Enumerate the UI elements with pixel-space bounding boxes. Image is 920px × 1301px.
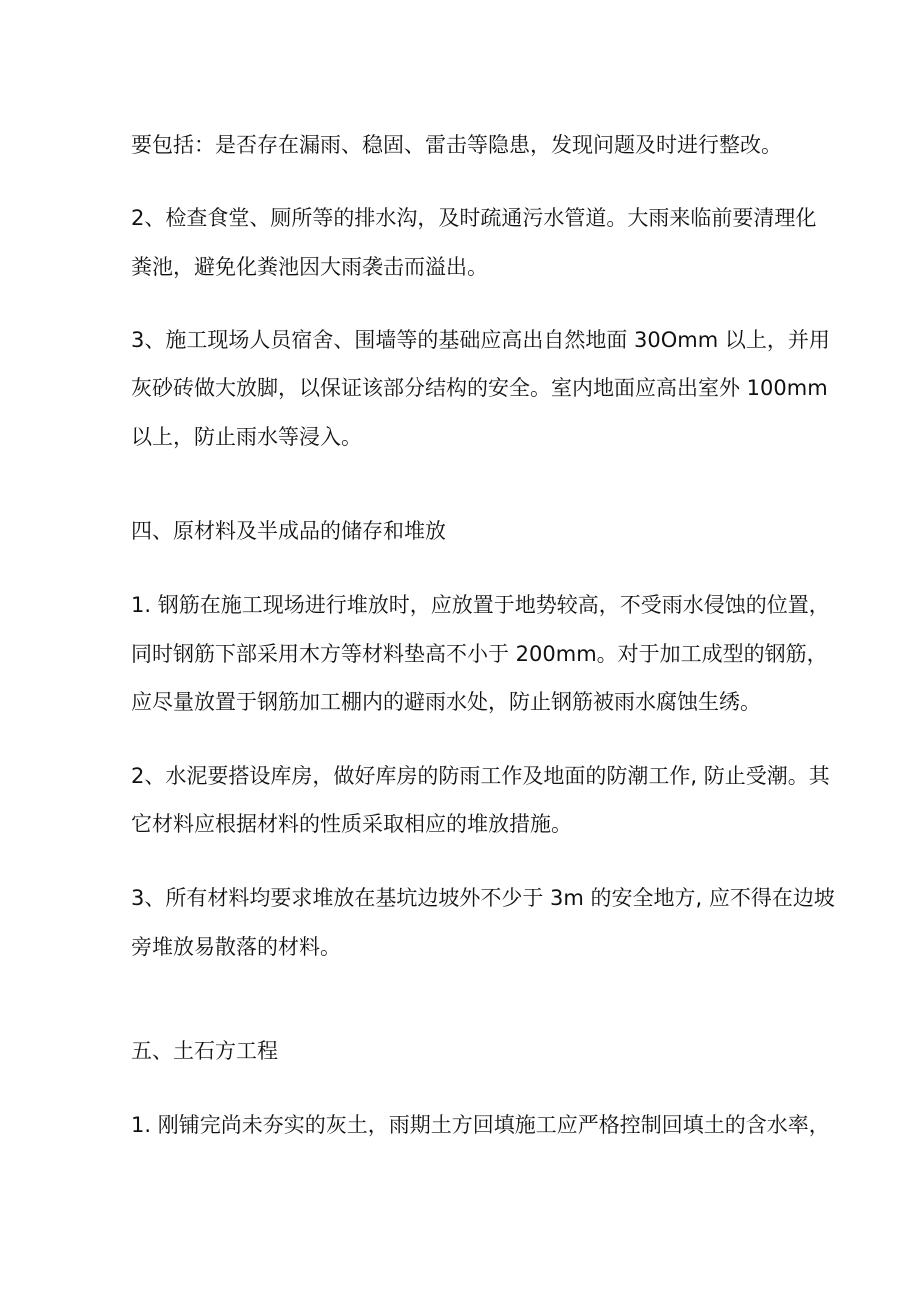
text-line: 1. 刚铺完尚未夯实的灰土，雨期土方回填施工应严格控制回填土的含水率， bbox=[131, 1113, 830, 1137]
text-line: 3、施工现场人员宿舍、围墙等的基础应高出自然地面 30Omm 以上，并用 bbox=[131, 328, 830, 352]
section-heading: 五、土石方工程 bbox=[131, 1039, 278, 1063]
text-line: 应尽量放置于钢筋加工棚内的避雨水处，防止钢筋被雨水腐蚀生绣。 bbox=[131, 690, 761, 714]
text-line: 要包括：是否存在漏雨、稳固、雷击等隐患，发现问题及时进行整改。 bbox=[131, 133, 782, 157]
text-line: 灰砂砖做大放脚，以保证该部分结构的安全。室内地面应高出室外 100mm bbox=[131, 376, 828, 400]
text-line: 粪池，避免化粪池因大雨袭击而溢出。 bbox=[131, 255, 488, 279]
text-line: 1. 钢筋在施工现场进行堆放时，应放置于地势较高，不受雨水侵蚀的位置， bbox=[131, 593, 830, 617]
text-line: 2、水泥要搭设库房，做好库房的防雨工作及地面的防潮工作, 防止受潮。其 bbox=[131, 764, 830, 788]
text-line: 它材料应根据材料的性质采取相应的堆放措施。 bbox=[131, 812, 572, 836]
section-heading: 四、原材料及半成品的储存和堆放 bbox=[131, 519, 446, 543]
text-line: 同时钢筋下部采用木方等材料垫高不小于 200mm。对于加工成型的钢筋， bbox=[131, 642, 828, 666]
text-line: 旁堆放易散落的材料。 bbox=[131, 935, 341, 959]
text-line: 2、检查食堂、厕所等的排水沟，及时疏通污水管道。大雨来临前要清理化 bbox=[131, 206, 817, 230]
text-line: 以上，防止雨水等浸入。 bbox=[131, 425, 362, 449]
text-line: 3、所有材料均要求堆放在基坑边坡外不少于 3m 的安全地方, 应不得在边坡 bbox=[131, 886, 835, 910]
